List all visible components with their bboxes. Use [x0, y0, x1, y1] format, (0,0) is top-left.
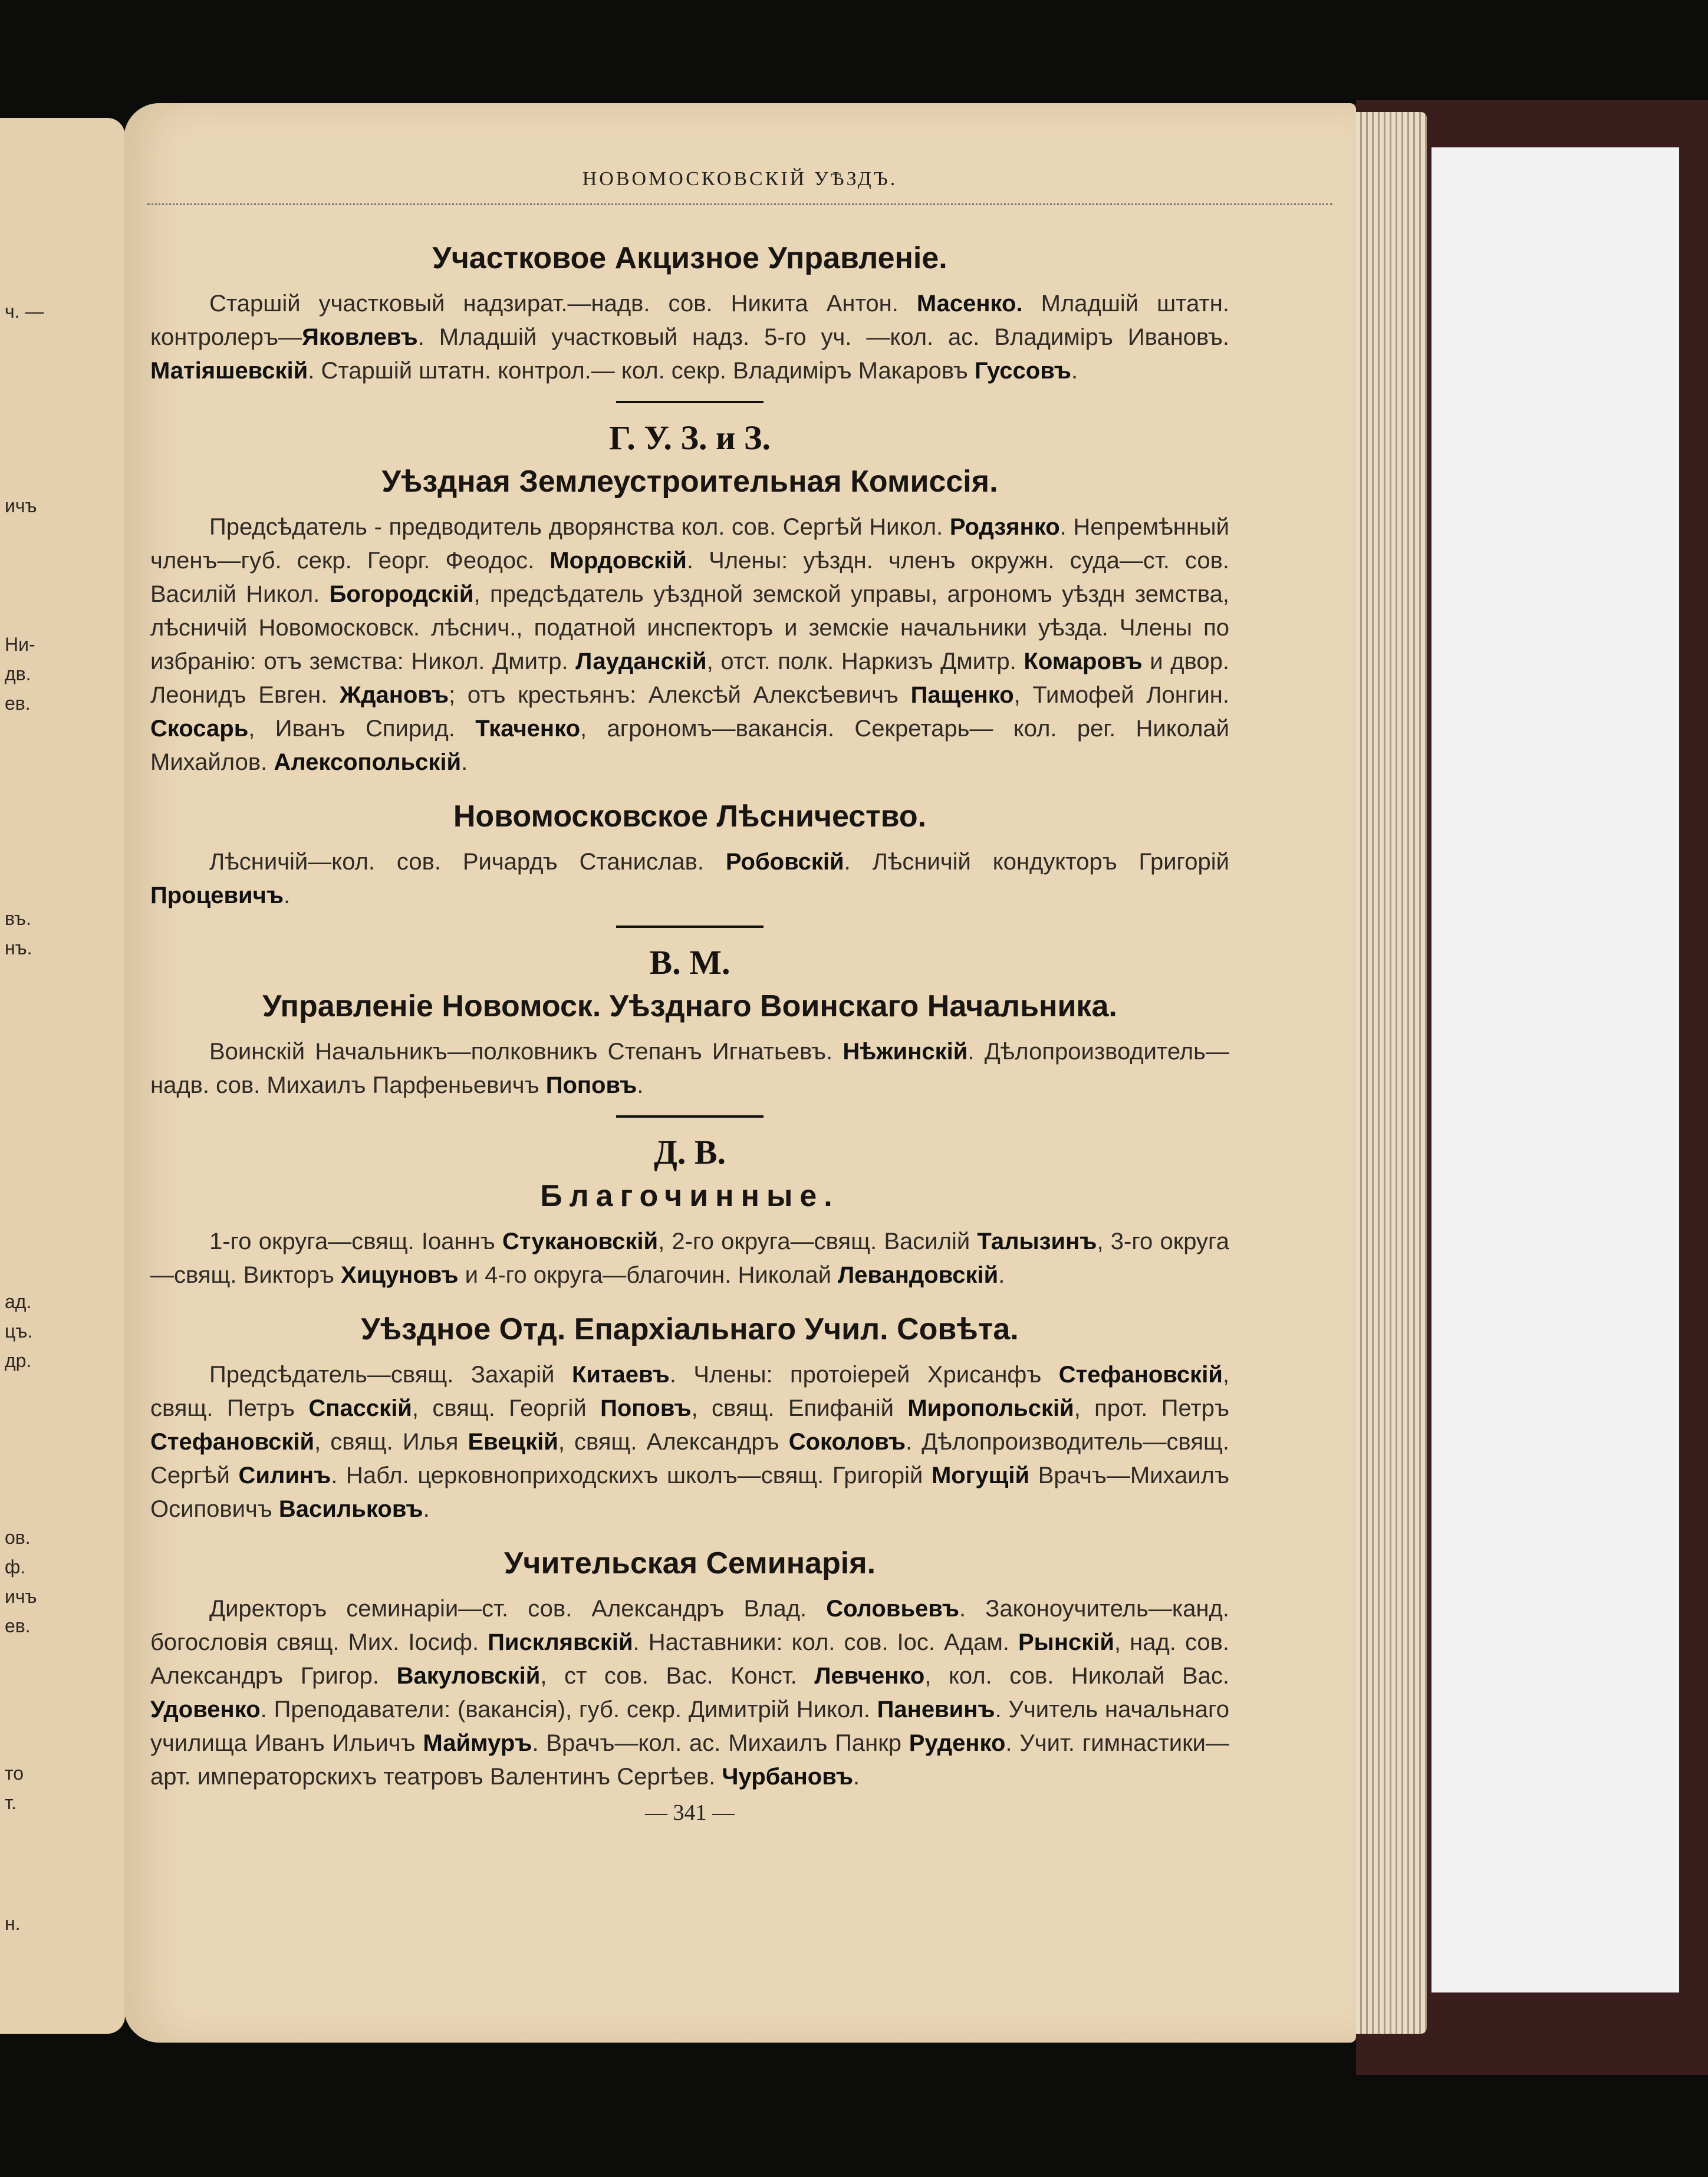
section-title: Благочинные. [540, 1179, 840, 1213]
running-head: НОВОМОСКОВСКІЙ УѢЗДЪ. [582, 168, 898, 190]
section-paragraph: Директоръ семинаріи—ст. сов. Александръ Влад. Соловьевъ. Законоучитель—канд. богословія свящ. Мих. Іосиф. Писклявскій. Наставники: кол. сов. Іос. Адам. Рынскій, над. сов. Александръ Григор. Вакуловскій, ст сов. Вас. Конст. Левченко, кол. сов. Николай Вас. Удовенко. Преподаватели: (вакансія), губ. секр. Димитрій Никол. Паневинъ. Учитель начальнаго училища Иванъ Ильичъ Маймуръ. Врачъ—кол. ас. Михаилъ Панкр Руденко. Учит. гимнастики—арт. императорскихъ театровъ Валентинъ Сергѣев. Чурбановъ. [150, 1596, 1230, 1790]
left-fragment: ч. — [5, 301, 44, 322]
page-number: — 341 — [645, 1800, 735, 1825]
left-fragment: дв. [5, 663, 31, 684]
page-edges [1344, 112, 1427, 2034]
section-title: Учительская Семинарія. [503, 1546, 876, 1580]
left-fragment: ф. [5, 1556, 26, 1577]
left-fragment: нъ. [5, 937, 32, 959]
section-paragraph: Лѣсничій—кол. сов. Ричардъ Станислав. Робовскій. Лѣсничій кондукторъ Григорій Процевичъ. [150, 849, 1229, 908]
left-fragment: въ. [5, 908, 31, 929]
left-fragment: т. [5, 1792, 17, 1813]
section-title: Управленіе Новомоск. Уѣзднаго Воинскаго Начальника. [262, 989, 1117, 1023]
left-fragment: ад. [5, 1291, 32, 1312]
left-page-edge [0, 118, 125, 2034]
department-heading: Г. У. З. и З. [608, 419, 771, 457]
section-title: Новомосковское Лѣсничество. [453, 799, 927, 834]
left-fragment: ичъ [5, 495, 37, 516]
left-fragment: Ни- [5, 634, 35, 655]
department-heading: В. М. [649, 943, 730, 982]
page-content [150, 238, 1229, 1826]
left-fragment: ичъ [5, 1586, 37, 1607]
left-fragment: ов. [5, 1527, 31, 1548]
backing-card [1431, 147, 1679, 1992]
left-fragment: др. [5, 1350, 32, 1371]
left-fragment: н. [5, 1913, 21, 1934]
left-fragment: ев. [5, 693, 31, 714]
section-paragraph: Воинскій Начальникъ—полковникъ Степанъ Игнатьевъ. Нѣжинскій. Дѣлопроизводитель—надв. сов. Михаилъ Парфеньевичъ Поповъ. [150, 1039, 1229, 1098]
section-title: Уѣздное Отд. Епархіальнаго Учил. Совѣта. [361, 1312, 1019, 1346]
section-title: Участковое Акцизное Управленіе. [432, 241, 947, 275]
divider-rule [616, 926, 764, 928]
department-heading: Д. В. [653, 1133, 726, 1171]
section-paragraph: Предсѣдатель - предводитель дворянства кол. сов. Сергѣй Никол. Родзянко. Непремѣнный членъ—губ. секр. Георг. Феодос. Мордовскій. Члены: уѣздн. членъ окружн. суда—ст. сов. Василій Никол. Богородскій, предсѣдатель уѣздной земской управы, агрономъ уѣздн земства, лѣсничій Новомосковск. лѣснич., податной инспекторъ и земскіе начальники уѣзда. Члены по избранію: отъ земства: Никол. Дмитр. Лауданскій, отст. полк. Наркизъ Дмитр. Комаровъ и двор. Леонидъ Евген. Ждановъ; отъ крестьянъ: Алексѣй Алексѣевичъ Пащенко, Тимофей Лонгин. Скосарь, Иванъ Спирид. Ткаченко, агрономъ—вакансія. Секретарь— кол. рег. Николай Михайлов. Алексопольскій. [150, 514, 1230, 775]
section-title: Уѣздная Землеустроительная Комиссія. [381, 465, 998, 499]
divider-rule [616, 401, 764, 403]
section-paragraph: Старшій участковый надзират.—надв. сов. Никита Антон. Масенко. Младшій штатн. контролеръ—Яковлевъ. Младшій участковый надз. 5-го уч. —кол. ас. Владиміръ Ивановъ. Матіяшевскій. Старшій штатн. контрол.— кол. секр. Владиміръ Макаровъ Гуссовъ. [150, 291, 1229, 384]
left-fragment: то [5, 1763, 24, 1784]
left-fragment: ев. [5, 1615, 31, 1636]
left-fragment: цъ. [5, 1320, 33, 1342]
section-paragraph: 1-го округа—свящ. Іоаннъ Стукановскій, 2-го округа—свящ. Василій Талызинъ, 3-го округа—свящ. Викторъ Хицуновъ и 4-го округа—благочин. Николай Левандовскій. [150, 1229, 1229, 1288]
book-page [124, 103, 1356, 2043]
header-rule [147, 203, 1332, 205]
divider-rule [616, 1115, 764, 1118]
section-paragraph: Предсѣдатель—свящ. Захарій Китаевъ. Члены: протоіерей Хрисанфъ Стефановскій, свящ. Петръ Спасскій, свящ. Георгій Поповъ, свящ. Епифаній Миропольскій, прот. Петръ Стефановскій, свящ. Илья Евецкій, свящ. Александръ Соколовъ. Дѣлопроизводитель—свящ. Сергѣй Силинъ. Набл. церковноприходскихъ школъ—свящ. Григорій Могущій Врачъ—Михаилъ Осиповичъ Васильковъ. [150, 1362, 1230, 1522]
